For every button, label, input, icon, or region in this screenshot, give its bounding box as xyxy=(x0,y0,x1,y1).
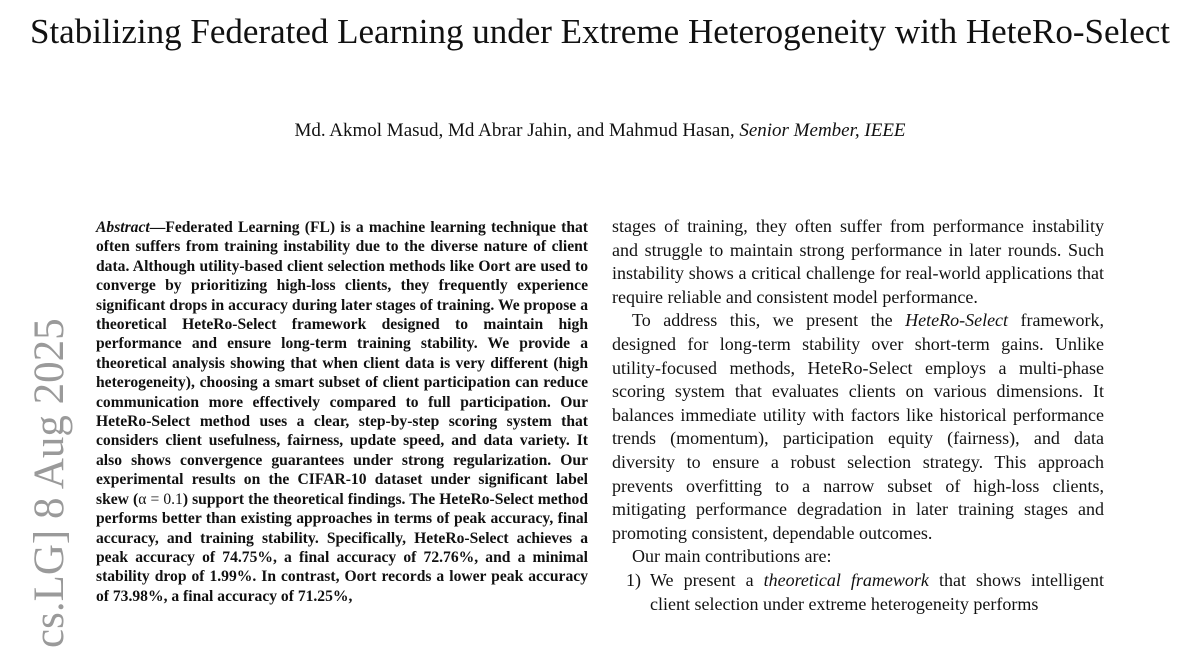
author-names: Md. Akmol Masud, Md Abrar Jahin, and Mahmud Hasan, xyxy=(294,120,735,141)
paragraph-2-start: To address this, we present the xyxy=(632,310,906,331)
paragraph-2-emphasis: HeteRo-Select xyxy=(905,310,1009,331)
arxiv-stamp: cs.LG] 8 Aug 2025 xyxy=(26,318,73,648)
item-1-start: We present a xyxy=(650,569,764,590)
paragraph-2 xyxy=(612,309,1104,545)
abstract-text-after: ) support the theoretical findings. The HeteRo-Select method performs better than existing approaches in terms of peak accuracy, final accuracy, and training stability. Specifically, HeteRo-Select achieves a peak accuracy of 74.75%, a final accuracy of 72.76%, and a minimal stability drop of 1.99%. In contrast, Oort records a lower peak accuracy of 73.98%, a final accuracy of 71.25%, xyxy=(96,490,588,605)
item-1-rest: that shows intelligent client selection under extreme heterogeneity performs xyxy=(650,569,1105,614)
right-column xyxy=(612,215,1104,616)
item-number: 1) xyxy=(626,569,641,590)
paragraph-3: Our main contributions are: xyxy=(632,546,832,567)
abstract-label: Abstract xyxy=(96,219,150,236)
paragraph-1: stages of training, they often suffer from performance instability and struggle to maintain strong performance in later rounds. Such instability shows a critical challenge for real-world applications that require reliable and consistent model performance. xyxy=(612,216,1104,307)
item-1-emphasis: theoretical framework xyxy=(763,569,929,590)
abstract xyxy=(96,218,588,606)
paragraph-2-rest: framework, designed for long-term stability over short-term gains. Unlike utility-focused methods, HeteRo-Select employs a multi-phase scoring system that evaluates clients on various dimensions. It balances immediate utility with factors like historical performance trends (momentum), participation equity (fairness), and data diversity to ensure a robust selection strategy. This approach prevents overfitting to a narrow subset of high-loss clients, mitigating performance degradation in later training stages and promoting consistent, dependable outcomes. xyxy=(612,310,1104,543)
contribution-item-1 xyxy=(612,569,1104,616)
abstract-text-before: Federated Learning (FL) is a machine learning technique that often suffers from training instability due to the diverse nature of client data. Although utility-based client selection methods like Oort are used to converge by prioritizing high-loss clients, they frequently experience significant drops in accuracy during later stages of training. We propose a theoretical HeteRo-Select framework designed to maintain high performance and ensure long-term training stability. We provide a theoretical analysis showing that when client data is very different (high heterogeneity), choosing a smart subset of client participation can reduce communication more effectively compared to full participation. Our HeteRo-Select method uses a clear, step-by-step scoring system that considers client usefulness, fairness, update speed, and data variety. It also shows convergence guarantees under strong regularization. Our experimental results on the CIFAR-10 dataset under significant label skew ( xyxy=(96,219,588,508)
paper-title: Stabilizing Federated Learning under Extreme Heterogeneity with HeteRo-Select xyxy=(29,12,1170,51)
author-membership: Senior Member, IEEE xyxy=(739,120,906,141)
author-line xyxy=(0,118,1200,144)
abstract-dash: — xyxy=(149,219,166,236)
abstract-math: α = 0.1 xyxy=(138,490,183,508)
